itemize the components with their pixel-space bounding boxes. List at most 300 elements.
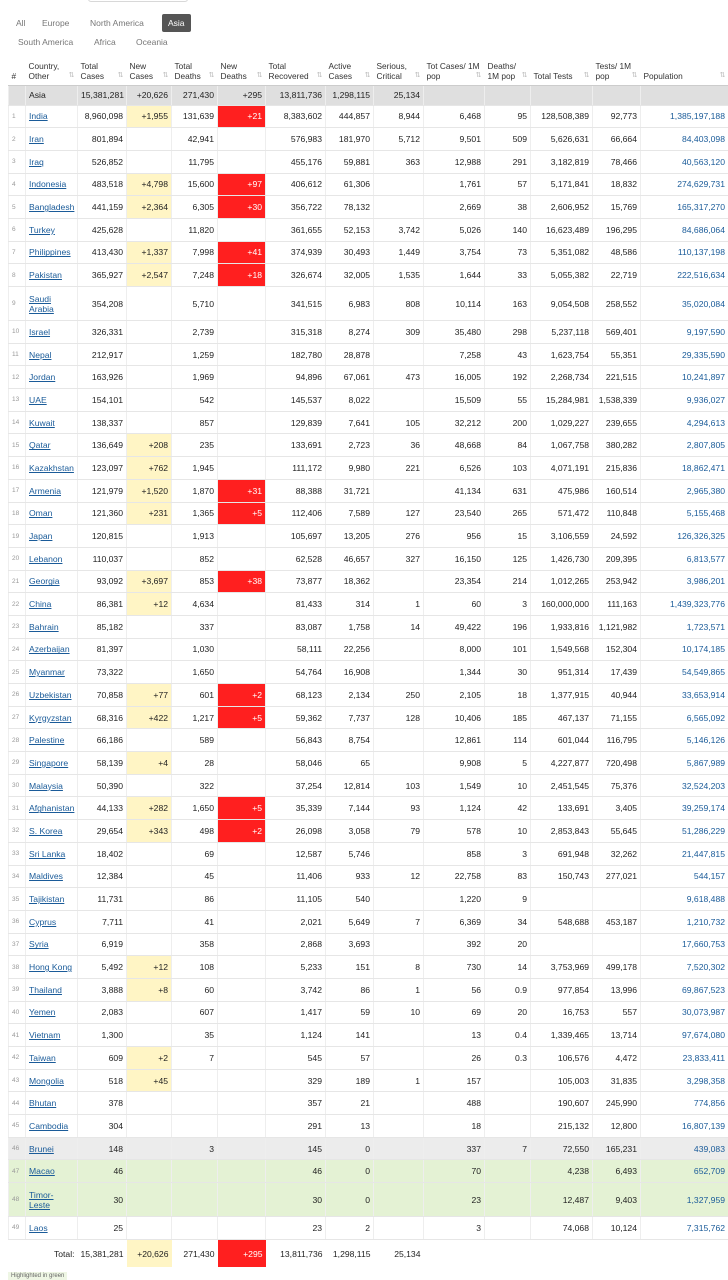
sort-icon[interactable]: ⇅ <box>631 71 638 79</box>
total-recovered: 23 <box>266 1217 326 1240</box>
population-link[interactable]: 5,146,126 <box>641 729 728 752</box>
column-header-label: # <box>11 70 17 81</box>
total-recovered: 129,839 <box>266 411 326 434</box>
country-row <box>9 502 728 525</box>
total-cases: 44,133 <box>78 797 127 820</box>
population-link[interactable]: 40,563,120 <box>641 150 728 173</box>
cases-per-million: 10,406 <box>424 706 485 729</box>
column-header[interactable] <box>374 52 424 85</box>
row-number: 34 <box>9 865 26 888</box>
total-cases: 136,649 <box>78 434 127 457</box>
total-deaths: 1,030 <box>172 638 218 661</box>
column-header[interactable] <box>266 52 326 85</box>
sort-icon[interactable]: ⇅ <box>521 71 528 79</box>
total-deaths: 601 <box>172 684 218 707</box>
country-link[interactable]: Afghanistan <box>26 797 78 820</box>
deaths-per-million: 196 <box>485 615 531 638</box>
population-link[interactable]: 9,936,027 <box>641 389 728 412</box>
deaths-per-million: 20 <box>485 1001 531 1024</box>
total-cases: 68,316 <box>78 706 127 729</box>
population-link[interactable]: 126,326,325 <box>641 525 728 548</box>
active-cases: 12,814 <box>326 774 374 797</box>
sort-icon[interactable]: ⇅ <box>414 71 421 79</box>
population-link[interactable]: 3,298,358 <box>641 1069 728 1092</box>
population-link[interactable]: 23,833,411 <box>641 1047 728 1070</box>
country-row <box>9 1069 728 1092</box>
country-link[interactable]: Bhutan <box>26 1092 78 1115</box>
country-link[interactable]: UAE <box>26 389 78 412</box>
total-recovered: 356,722 <box>266 196 326 219</box>
column-header[interactable] <box>78 52 127 85</box>
country-link[interactable]: Bangladesh <box>26 196 78 219</box>
population-link[interactable]: 2,807,805 <box>641 434 728 457</box>
totals-label: Total: <box>26 1239 78 1267</box>
country-link[interactable]: Maldives <box>26 865 78 888</box>
country-link[interactable]: Indonesia <box>26 173 78 196</box>
population-link[interactable]: 10,241,897 <box>641 366 728 389</box>
deaths-per-million: 20 <box>485 933 531 956</box>
total-deaths: 3 <box>172 1137 218 1160</box>
country-row <box>9 457 728 480</box>
column-header-label: Country, Other <box>28 60 60 81</box>
country-link[interactable]: China <box>26 593 78 616</box>
population-link[interactable]: 165,317,270 <box>641 196 728 219</box>
country-link[interactable]: Qatar <box>26 434 78 457</box>
tests-per-million: 221,515 <box>593 366 641 389</box>
deaths-per-million: 114 <box>485 729 531 752</box>
sort-icon[interactable]: ⇅ <box>256 71 263 79</box>
population-link[interactable]: 18,862,471 <box>641 457 728 480</box>
new-deaths: +5 <box>218 797 266 820</box>
country-link[interactable]: Laos <box>26 1217 78 1240</box>
total-tests: 106,576 <box>531 1047 593 1070</box>
row-number: 48 <box>9 1183 26 1217</box>
row-number: 21 <box>9 570 26 593</box>
new-deaths: +38 <box>218 570 266 593</box>
new-deaths <box>218 128 266 151</box>
tests-per-million: 48,586 <box>593 241 641 264</box>
cases-per-million: 1,220 <box>424 888 485 911</box>
country-row <box>9 547 728 570</box>
deaths-per-million: 103 <box>485 457 531 480</box>
population-link[interactable]: 33,653,914 <box>641 684 728 707</box>
sort-icon[interactable]: ⇅ <box>475 71 482 79</box>
population-link[interactable]: 1,723,571 <box>641 615 728 638</box>
total-recovered: 83,087 <box>266 615 326 638</box>
country-row <box>9 978 728 1001</box>
new-deaths <box>218 1115 266 1138</box>
population-link[interactable]: 84,686,064 <box>641 218 728 241</box>
population-link[interactable]: 110,137,198 <box>641 241 728 264</box>
country-link[interactable]: Israel <box>26 321 78 344</box>
population-link[interactable]: 4,294,613 <box>641 411 728 434</box>
new-deaths <box>218 321 266 344</box>
country-link[interactable]: Brunei <box>26 1137 78 1160</box>
total-tests: 2,451,545 <box>531 774 593 797</box>
cases-per-million: 41,134 <box>424 479 485 502</box>
total-recovered: 35,339 <box>266 797 326 820</box>
country-link[interactable]: Japan <box>26 525 78 548</box>
country-row <box>9 956 728 979</box>
population-link[interactable]: 39,259,174 <box>641 797 728 820</box>
country-link[interactable]: Yemen <box>26 1001 78 1024</box>
sort-icon[interactable]: ⇅ <box>117 71 124 79</box>
column-header-label: Serious, Critical <box>376 60 407 81</box>
column-header-label: New Deaths <box>220 60 247 81</box>
total-recovered: 88,388 <box>266 479 326 502</box>
tab-north-america[interactable]: North America <box>90 18 144 28</box>
country-link[interactable]: Palestine <box>26 729 78 752</box>
deaths-per-million: 30 <box>485 661 531 684</box>
total-tests: 548,688 <box>531 910 593 933</box>
deaths-per-million: 163 <box>485 287 531 321</box>
population-link[interactable]: 652,709 <box>641 1160 728 1183</box>
cases-per-million: 49,422 <box>424 615 485 638</box>
total-recovered: 182,780 <box>266 343 326 366</box>
total-cases: 518 <box>78 1069 127 1092</box>
new-cases: +208 <box>127 434 172 457</box>
population-link[interactable]: 1,385,197,188 <box>641 105 728 128</box>
population-link[interactable]: 16,807,139 <box>641 1115 728 1138</box>
sort-icon[interactable]: ⇅ <box>68 71 75 79</box>
column-header[interactable] <box>641 52 728 85</box>
column-header[interactable] <box>326 52 374 85</box>
total-deaths: 1,870 <box>172 479 218 502</box>
population-link[interactable]: 5,867,989 <box>641 752 728 775</box>
total-cases: 50,390 <box>78 774 127 797</box>
population-link[interactable]: 1,327,959 <box>641 1183 728 1217</box>
total-cases: 85,182 <box>78 615 127 638</box>
total-recovered: 11,105 <box>266 888 326 911</box>
column-header[interactable] <box>531 52 593 85</box>
population-link[interactable]: 7,315,762 <box>641 1217 728 1240</box>
population-link[interactable]: 774,856 <box>641 1092 728 1115</box>
total-recovered: 1,124 <box>266 1024 326 1047</box>
population-link[interactable]: 30,073,987 <box>641 1001 728 1024</box>
column-header[interactable] <box>172 52 218 85</box>
population-link[interactable]: 1,439,323,776 <box>641 593 728 616</box>
total-cases: 326,331 <box>78 321 127 344</box>
population-link[interactable]: 2,965,380 <box>641 479 728 502</box>
country-link[interactable]: Pakistan <box>26 264 78 287</box>
total-deaths: 28 <box>172 752 218 775</box>
row-number: 38 <box>9 956 26 979</box>
new-deaths <box>218 933 266 956</box>
tab-south-america[interactable]: South America <box>18 37 74 47</box>
total-cases: 11,731 <box>78 888 127 911</box>
country-link[interactable]: Cambodia <box>26 1115 78 1138</box>
cases-per-million: 2,105 <box>424 684 485 707</box>
cases-per-million: 157 <box>424 1069 485 1092</box>
country-link[interactable]: Saudi Arabia <box>26 287 78 321</box>
country-link[interactable]: Cyprus <box>26 910 78 933</box>
country-link[interactable]: Vietnam <box>26 1024 78 1047</box>
total-tests: 16,753 <box>531 1001 593 1024</box>
country-row <box>9 842 728 865</box>
tests-per-million: 209,395 <box>593 547 641 570</box>
population-link[interactable]: 9,618,488 <box>641 888 728 911</box>
total-recovered: 56,843 <box>266 729 326 752</box>
total-recovered: 37,254 <box>266 774 326 797</box>
country-link[interactable]: Taiwan <box>26 1047 78 1070</box>
tests-per-million: 10,124 <box>593 1217 641 1240</box>
tests-per-million: 13,714 <box>593 1024 641 1047</box>
country-link[interactable]: Tajikistan <box>26 888 78 911</box>
cases-per-million: 7,258 <box>424 343 485 366</box>
sort-icon[interactable]: ⇅ <box>719 71 726 79</box>
row-number: 4 <box>9 173 26 196</box>
country-link[interactable]: S. Korea <box>26 820 78 843</box>
total-deaths: 358 <box>172 933 218 956</box>
country-link[interactable]: Lebanon <box>26 547 78 570</box>
column-header[interactable] <box>218 52 266 85</box>
active-cases: 28,878 <box>326 343 374 366</box>
population-link[interactable]: 3,986,201 <box>641 570 728 593</box>
cases-per-million: 69 <box>424 1001 485 1024</box>
total-tests: 2,268,734 <box>531 366 593 389</box>
population-link[interactable]: 7,520,302 <box>641 956 728 979</box>
country-link[interactable]: Georgia <box>26 570 78 593</box>
country-link[interactable]: Bahrain <box>26 615 78 638</box>
deaths-per-million: 7 <box>485 1137 531 1160</box>
column-header[interactable] <box>593 52 641 85</box>
population-link[interactable]: 5,155,468 <box>641 502 728 525</box>
total-tests: 1,012,265 <box>531 570 593 593</box>
country-link[interactable]: Thailand <box>26 978 78 1001</box>
population-link[interactable]: 35,020,084 <box>641 287 728 321</box>
country-link[interactable]: Singapore <box>26 752 78 775</box>
population-link[interactable]: 51,286,229 <box>641 820 728 843</box>
active-cases: 86 <box>326 978 374 1001</box>
tab-europe[interactable]: Europe <box>42 18 70 28</box>
country-link[interactable]: Armenia <box>26 479 78 502</box>
empty-cell <box>424 1239 485 1267</box>
total-recovered: 12,587 <box>266 842 326 865</box>
tests-per-million: 245,990 <box>593 1092 641 1115</box>
total-cases: 483,518 <box>78 173 127 196</box>
row-number: 30 <box>9 774 26 797</box>
empty-cell <box>641 85 728 105</box>
total-deaths: 6,305 <box>172 196 218 219</box>
total-recovered: 361,655 <box>266 218 326 241</box>
total-tests: 190,607 <box>531 1092 593 1115</box>
country-row <box>9 1092 728 1115</box>
active-cases: 7,737 <box>326 706 374 729</box>
country-link[interactable]: Timor-Leste <box>26 1183 78 1217</box>
total-cases: 29,654 <box>78 820 127 843</box>
total-deaths: 322 <box>172 774 218 797</box>
population-link[interactable]: 54,549,865 <box>641 661 728 684</box>
country-link[interactable]: Syria <box>26 933 78 956</box>
country-link[interactable]: Hong Kong <box>26 956 78 979</box>
active-cases: 0 <box>326 1183 374 1217</box>
cases-per-million: 1,124 <box>424 797 485 820</box>
serious-critical: 327 <box>374 547 424 570</box>
country-link[interactable]: Kyrgyzstan <box>26 706 78 729</box>
total-deaths: 589 <box>172 729 218 752</box>
tests-per-million: 453,187 <box>593 910 641 933</box>
country-link[interactable]: India <box>26 105 78 128</box>
country-link[interactable]: Philippines <box>26 241 78 264</box>
sort-icon[interactable]: ⇅ <box>162 71 169 79</box>
new-cases: +231 <box>127 502 172 525</box>
population-link[interactable]: 439,083 <box>641 1137 728 1160</box>
column-header-label: Total Cases <box>80 60 105 81</box>
population-link[interactable]: 97,674,080 <box>641 1024 728 1047</box>
column-header[interactable] <box>485 52 531 85</box>
serious-critical: 36 <box>374 434 424 457</box>
total-deaths: 1,650 <box>172 661 218 684</box>
new-cases: +1,337 <box>127 241 172 264</box>
search-input[interactable] <box>88 0 188 2</box>
deaths-per-million: 140 <box>485 218 531 241</box>
new-cases <box>127 865 172 888</box>
country-link[interactable]: Myanmar <box>26 661 78 684</box>
country-link[interactable]: Kuwait <box>26 411 78 434</box>
total-cases: 58,139 <box>78 752 127 775</box>
population-link[interactable]: 274,629,731 <box>641 173 728 196</box>
cases-per-million: 6,468 <box>424 105 485 128</box>
total-deaths: 35 <box>172 1024 218 1047</box>
new-cases <box>127 287 172 321</box>
population-link[interactable]: 6,813,577 <box>641 547 728 570</box>
new-deaths: +2 <box>218 820 266 843</box>
total-deaths: 857 <box>172 411 218 434</box>
country-link[interactable]: Macao <box>26 1160 78 1183</box>
tab-africa[interactable]: Africa <box>94 37 116 47</box>
new-cases: +4 <box>127 752 172 775</box>
population-link[interactable]: 6,565,092 <box>641 706 728 729</box>
total-recovered: 2,021 <box>266 910 326 933</box>
row-number: 39 <box>9 978 26 1001</box>
total-cases: 354,208 <box>78 287 127 321</box>
row-number: 45 <box>9 1115 26 1138</box>
population-link[interactable]: 10,174,185 <box>641 638 728 661</box>
cases-per-million: 60 <box>424 593 485 616</box>
country-link[interactable]: Mongolia <box>26 1069 78 1092</box>
column-header[interactable] <box>424 52 485 85</box>
new-cases <box>127 411 172 434</box>
deaths-per-million: 214 <box>485 570 531 593</box>
new-deaths <box>218 366 266 389</box>
country-link[interactable]: Turkey <box>26 218 78 241</box>
serious-critical: 7 <box>374 910 424 933</box>
population-link[interactable]: 69,867,523 <box>641 978 728 1001</box>
sort-icon[interactable]: ⇅ <box>208 71 215 79</box>
new-cases <box>127 888 172 911</box>
population-link[interactable]: 32,524,203 <box>641 774 728 797</box>
column-header-label: Active Cases <box>328 60 353 81</box>
tests-per-million: 31,835 <box>593 1069 641 1092</box>
new-cases: +8 <box>127 978 172 1001</box>
active-cases: 6,983 <box>326 287 374 321</box>
country-link[interactable]: Nepal <box>26 343 78 366</box>
country-link[interactable]: Iran <box>26 128 78 151</box>
population-link[interactable]: 9,197,590 <box>641 321 728 344</box>
serious-critical <box>374 1160 424 1183</box>
sort-icon[interactable]: ⇅ <box>364 71 371 79</box>
population-link[interactable]: 1,210,732 <box>641 910 728 933</box>
country-link[interactable]: Malaysia <box>26 774 78 797</box>
tab-asia[interactable]: Asia <box>162 14 191 32</box>
serious-critical <box>374 888 424 911</box>
active-cases: 7,589 <box>326 502 374 525</box>
country-row <box>9 661 728 684</box>
active-cases: 67,061 <box>326 366 374 389</box>
population-link[interactable]: 84,403,098 <box>641 128 728 151</box>
country-link[interactable]: Iraq <box>26 150 78 173</box>
new-deaths: +295 <box>218 85 266 105</box>
total-cases: 8,960,098 <box>78 105 127 128</box>
country-row <box>9 479 728 502</box>
row-number: 5 <box>9 196 26 219</box>
tab-oceania[interactable]: Oceania <box>136 37 168 47</box>
country-link[interactable]: Azerbaijan <box>26 638 78 661</box>
new-deaths: +97 <box>218 173 266 196</box>
new-cases <box>127 1115 172 1138</box>
cases-per-million: 23,354 <box>424 570 485 593</box>
total-tests: 1,067,758 <box>531 434 593 457</box>
total-tests: 1,933,816 <box>531 615 593 638</box>
active-cases: 2,134 <box>326 684 374 707</box>
active-cases: 189 <box>326 1069 374 1092</box>
country-link[interactable]: Oman <box>26 502 78 525</box>
deaths-per-million: 84 <box>485 434 531 457</box>
new-cases <box>127 1137 172 1160</box>
row-number: 44 <box>9 1092 26 1115</box>
new-deaths: +21 <box>218 105 266 128</box>
total-tests: 977,854 <box>531 978 593 1001</box>
new-cases: +1,520 <box>127 479 172 502</box>
total-cases: 121,360 <box>78 502 127 525</box>
new-deaths <box>218 615 266 638</box>
tab-all[interactable]: All <box>16 18 26 28</box>
column-header[interactable] <box>26 52 78 85</box>
new-cases <box>127 321 172 344</box>
total-deaths: 1,969 <box>172 366 218 389</box>
country-link[interactable]: Jordan <box>26 366 78 389</box>
country-link[interactable]: Sri Lanka <box>26 842 78 865</box>
total-deaths <box>172 1217 218 1240</box>
serious-critical <box>374 842 424 865</box>
deaths-per-million: 0.9 <box>485 978 531 1001</box>
country-link[interactable]: Kazakhstan <box>26 457 78 480</box>
column-header[interactable] <box>127 52 172 85</box>
country-link[interactable]: Uzbekistan <box>26 684 78 707</box>
population-link[interactable]: 544,157 <box>641 865 728 888</box>
total-tests: 133,691 <box>531 797 593 820</box>
total-deaths: 69 <box>172 842 218 865</box>
sort-icon[interactable]: ⇅ <box>583 71 590 79</box>
new-deaths <box>218 956 266 979</box>
row-number: 8 <box>9 264 26 287</box>
deaths-per-million: 38 <box>485 196 531 219</box>
cases-per-million: 18 <box>424 1115 485 1138</box>
population-link[interactable]: 21,447,815 <box>641 842 728 865</box>
sort-icon[interactable]: ⇅ <box>316 71 323 79</box>
serious-critical <box>374 343 424 366</box>
total-tests: 5,351,082 <box>531 241 593 264</box>
column-header-label: Population <box>643 70 683 81</box>
population-link[interactable]: 222,516,634 <box>641 264 728 287</box>
population-link[interactable]: 17,660,753 <box>641 933 728 956</box>
new-deaths <box>218 865 266 888</box>
serious-critical: 3,742 <box>374 218 424 241</box>
country-row <box>9 1001 728 1024</box>
new-deaths <box>218 888 266 911</box>
population-link[interactable]: 29,335,590 <box>641 343 728 366</box>
cases-per-million: 23 <box>424 1183 485 1217</box>
